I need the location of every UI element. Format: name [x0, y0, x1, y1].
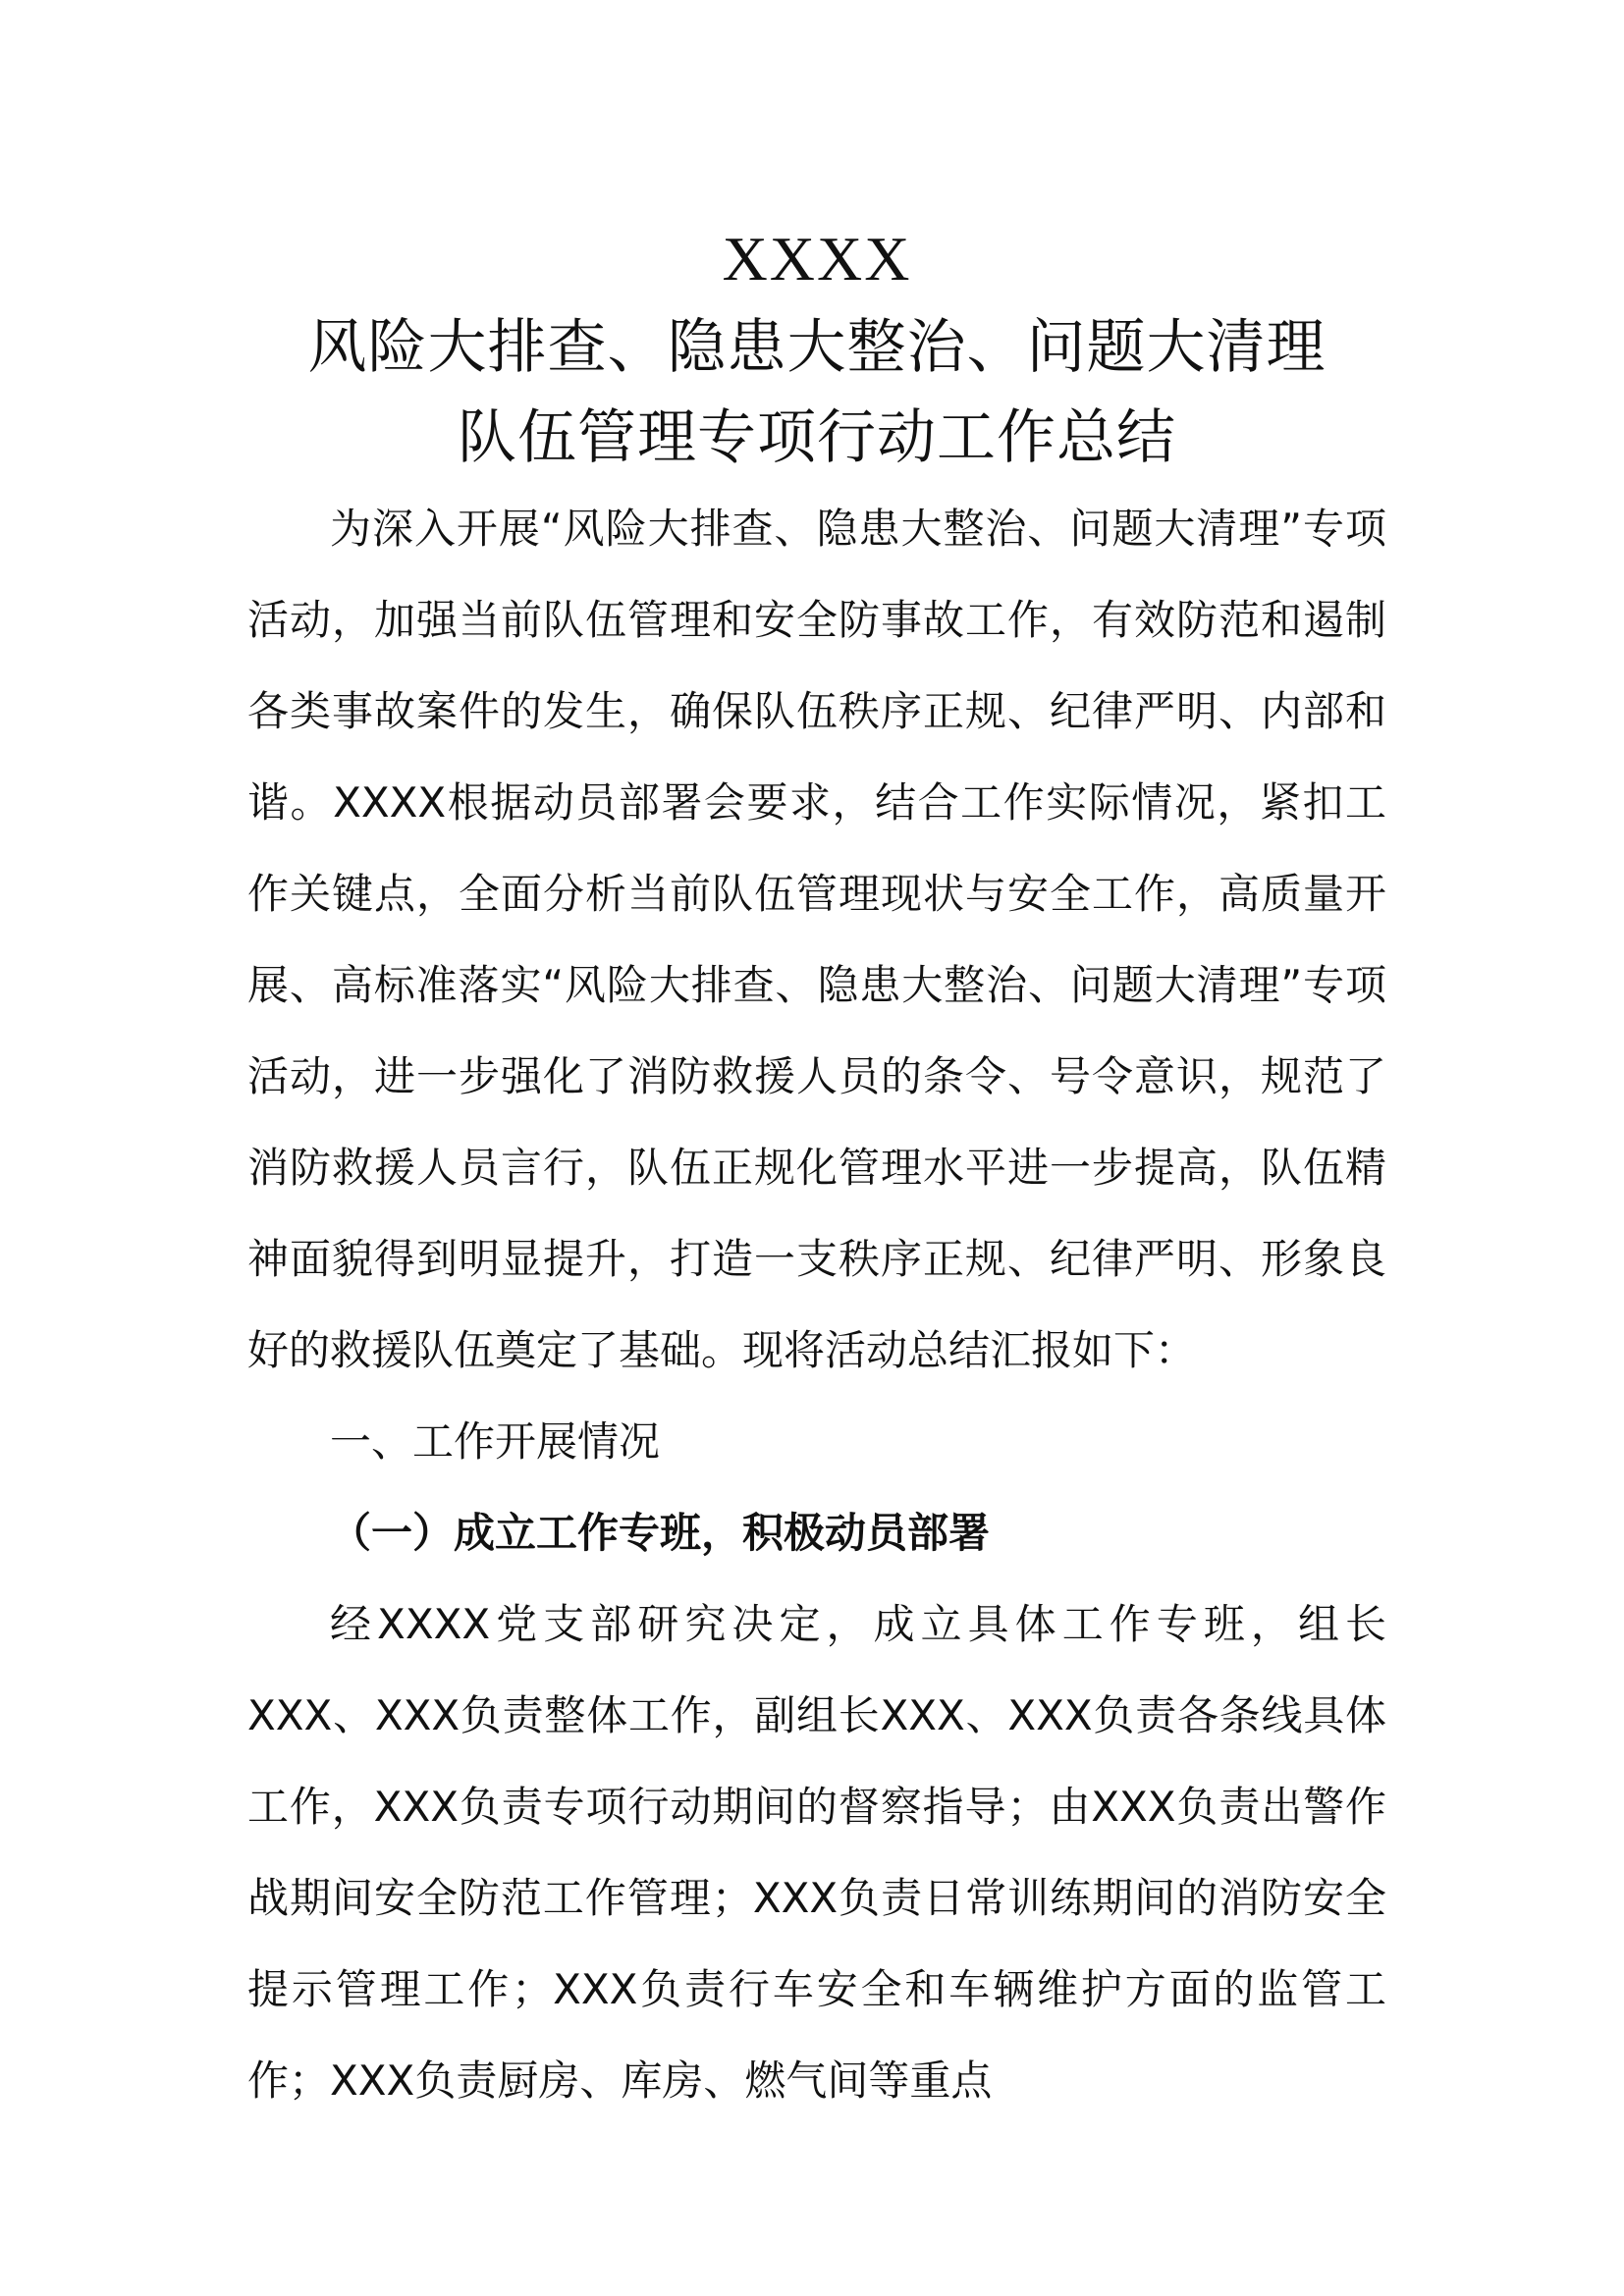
title-line-2: 队伍管理专项行动工作总结 [458, 403, 1176, 472]
title-code: XXXX [722, 224, 912, 294]
document-body [247, 216, 1386, 2126]
section-1-heading: 一、工作开展情况 [330, 1417, 661, 1466]
intro-paragraph: 为深入开展“风险大排查、隐患大整治、问题大清理”专项活动，加强当前队伍管理和安全防事故工作，有效防范和遏制各类事故案件的发生，确保队伍秩序正规、纪律严明、内部和谐。XXXX根据动员部署会要求，结合工作实际情况，紧扣工作关键点，全面分析当前队伍管理现状与安全工作，高质量开展、高标准落实“风险大排查、隐患大整治、问题大清理”专项活动，进一步强化了消防救援人员的条令、号令意识，规范了消防救援人员言行，队伍正规化管理水平进一步提高，队伍精神面貌得到明显提升，打造一支秩序正规、纪律严明、形象良好的救援队伍奠定了基础。现将活动总结汇报如下： [247, 505, 1386, 1374]
subsection-1-heading: （一）成立工作专班，积极动员部署 [330, 1509, 991, 1557]
title-line-1: 风险大排查、隐患大整治、问题大清理 [307, 313, 1326, 382]
subsection-1-paragraph: 经XXXX党支部研究决定，成立具体工作专班，组长XXX、XXX负责整体工作，副组长XXX、XXX负责各条线具体工作，XXX负责专项行动期间的督察指导；由XXX负责出警作战期间安全防范工作管理；XXX负责日常训练期间的消防安全提示管理工作；XXX负责行车安全和车辆维护方面的监管工作；XXX负责厨房、库房、燃气间等重点 [247, 1600, 1386, 2105]
